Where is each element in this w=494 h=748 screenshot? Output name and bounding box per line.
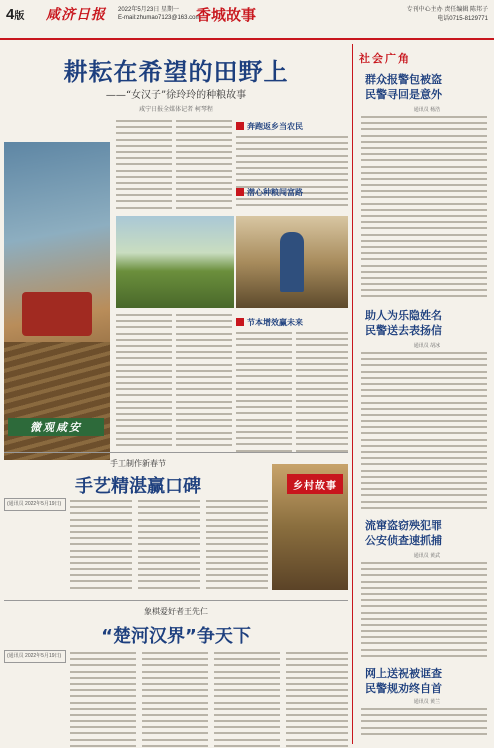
editor-line: 专刊中心主办 责任编辑 陈邦子 [406,7,488,13]
section-marker-icon [236,122,244,130]
lead-text-col-6 [236,332,292,456]
sidebar-item-4-text [361,708,487,739]
page-number [6,6,24,23]
sidebar-item-1-title: 群众报警包被盗 民警寻回是意外 [365,73,442,101]
section-heading-3-text: 节本增效赢未来 [247,317,303,327]
photo-person [280,232,304,292]
photo-field [4,342,110,460]
section-heading-1 [236,120,303,132]
section-marker-icon [236,188,244,196]
masthead [0,0,494,40]
story3-text-col-3 [214,652,280,748]
story-tag: 乡村故事 [287,474,343,494]
section-heading-2 [236,186,303,198]
story3-infobox: (通讯员 2022年5月19日) [4,650,66,663]
paper-name: 咸济日报 [46,7,106,23]
lead-text-col-5 [176,314,232,450]
lead-byline: 咸宁日报全媒体记者 柯琴程 [139,107,213,113]
sidebar-item-1-text [361,116,487,302]
story2-infobox: (通讯员 2022年5月19日) [4,498,66,511]
sidebar-social [352,44,490,744]
sidebar-item-4-title: 网上送祝被诓查 民警规劝终自首 [365,667,442,695]
lead-headline: 耕耘在希望的田野上 [63,58,289,86]
story3-headline: “楚河汉界”争天下 [101,626,251,647]
lead-photo-farmer [4,142,110,460]
sidebar-item-4-author: 通讯员 黄兰 [413,699,441,705]
story2-text-col-1 [70,500,132,593]
story3-text-col-1 [70,652,136,748]
sidebar-item-2-title: 助人为乐隐姓名 民警送去表扬信 [365,309,442,337]
contact-email: E-mail:zhumao7123@163.com [118,15,201,21]
lead-text-col-2 [176,120,232,213]
photo-tractor [22,292,92,336]
lead-text-col-3 [236,136,348,210]
story2-text-col-2 [138,500,200,593]
sidebar-item-3-text [361,562,487,661]
weiguan-caption-tag: 微观咸安 [8,418,104,436]
lead-photo-field [116,216,234,308]
section-heading-1-text: 奔跑返乡当农民 [247,121,303,131]
header-right [407,6,488,24]
main-column [4,44,348,744]
date-line [118,6,200,22]
story3-kicker: 象棋爱好者王先仁 [144,607,208,616]
sidebar-label: 社会广角 [359,52,411,65]
story2-text-col-3 [206,500,268,593]
issue-date: 2022年5月23日 星期一 [118,7,180,13]
story2-kicker: 手工制作新春节 [110,459,166,468]
sidebar-item-3-author: 通讯员 黄武 [413,553,441,559]
section-title: 香城故事 [196,7,257,24]
lead-text-col-1 [116,120,172,213]
sidebar-item-2-text [361,352,487,513]
sidebar-item-3-title: 流窜盗窃殃犯罪 公安侦查速抓捕 [365,519,442,547]
lead-photo-portrait [236,216,348,308]
lead-subhead: ——“女汉子”徐玲玲的种粮故事 [105,90,247,101]
section-heading-3 [236,316,303,328]
story2-headline: 手艺精湛赢口碑 [75,476,201,497]
story3-text-col-2 [142,652,208,748]
sidebar-item-2-author: 通讯员 胡冰 [413,343,441,349]
lead-text-col-4 [116,314,172,450]
page-suffix: 版 [14,11,25,22]
story3-text-col-4 [286,652,348,748]
lead-text-col-7 [296,332,348,456]
story-divider [4,452,348,453]
sidebar-item-1-author: 通讯员 杨浩 [413,107,441,113]
phone-line: 电话0715-8129771 [437,16,488,22]
page-number-value: 4 [6,6,15,23]
section-heading-2-text: 潜心种粮闯富路 [247,187,303,197]
story-divider-2 [4,600,348,601]
section-marker-icon [236,318,244,326]
